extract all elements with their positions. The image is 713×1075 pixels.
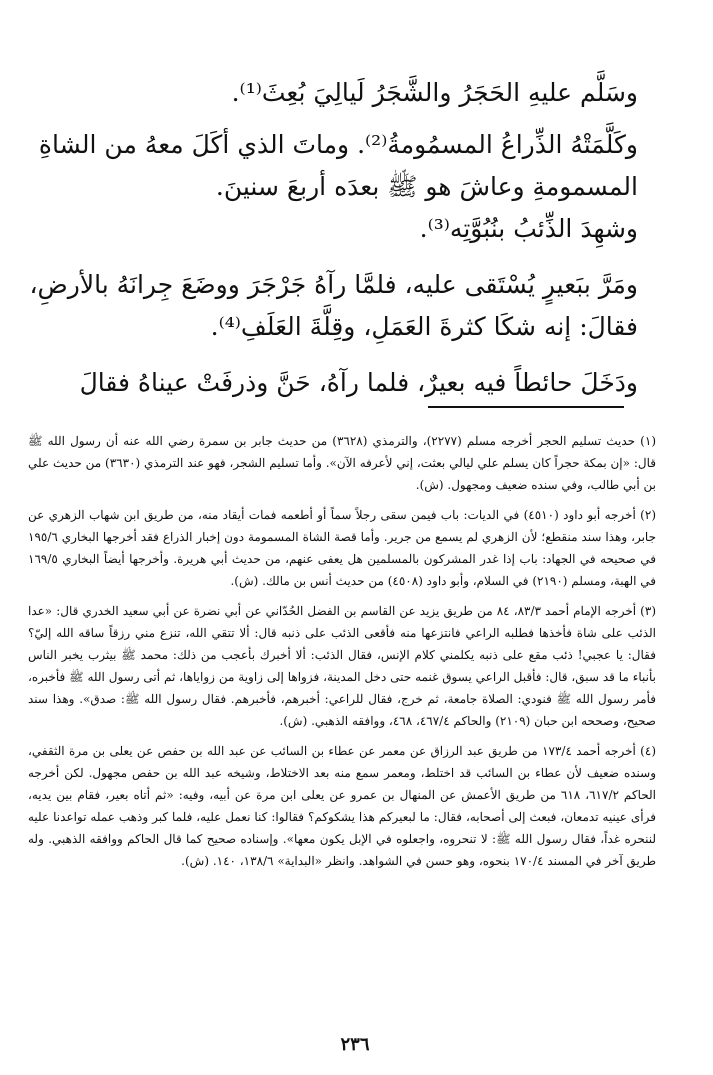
main-line: ومَرَّ ببَعيرٍ يُسْتَقى عليه، فلمَّا رآهُ جَرْجَرَ ووضَعَ جِرانَهُ بالأرضِ، <box>29 270 638 299</box>
page-number: ٢٣٦ <box>340 1034 370 1055</box>
footnote: (٣) أخرجه الإمام أحمد ٨٣/٣، ٨٤ من طريق يزيد عن القاسم بن الفضل الحُدّاني عن أبي نضرة عن أبي سعيد الخدري قال: «عدا الذئب على شاة فأخذها فطلبه الراعي فانتزعها منه فأقعى الذئب على ذنبه قال: ألا تتقي الله، تنزع مني رزقاً ساقه الله إليّ؟ فقال: يا عجبي! ذئب مقع على ذنبه يكلمني كلام الإنس، فقال الذئب: ألا أخبرك بأعجب من ذلك: محمد ﷺ بيثرب يخبر الناس بأنباء ما قد سبق، قال: فأقبل الراعي يسوق غنمه حتى دخل المدينة، فزواها إلى زاوية من زواياها، ثم أتى رسول الله ﷺ فأخبره، فأمر رسول الله ﷺ فنودي: الصلاة جامعة، ثم خرج، فقال للراعي: أخبرهم، فأخبرهم. فقال رسول الله ﷺ: صدق». وهذا سند صحيح، وصححه ابن حبان (٢١٠٩) والحاكم ٤٦٧/٤، ٤٦٨، ووافقه الذهبي. (ش). <box>28 604 657 728</box>
main-line: وسَلَّم عليهِ الحَجَرُ والشَّجَرُ لَيالِيَ بُعِثَ⁽¹⁾. <box>231 78 638 107</box>
main-line: وشهِدَ الذِّئبُ بنُبُوَّتِه⁽³⁾. <box>419 214 638 243</box>
main-line: ودَخَلَ حائطاً فيه بعيرٌ، فلما رآهُ، حَنَّ وذرفَتْ عيناهُ فقالَ <box>79 368 638 397</box>
footnotes-block <box>28 430 656 880</box>
footnote: (٤) أخرجه أحمد ١٧٣/٤ من طريق عبد الرزاق عن معمر عن عطاء بن السائب عن عبد الله بن حفص عن يعلى بن مرة الثقفي، وسنده ضعيف لأن عطاء بن السائب قد اختلط، ومعمر سمع منه بعد الاختلاط، وشيخه عبد الله بن حفص مجهول. لكن أخرجه الحاكم ٦١٧/٢، ٦١٨ من طريق الأعمش عن المنهال بن عمرو عن يعلى ابن مرة عن أبيه، وفيه: «ثم أتاه بعير، فقام بين يديه، فرأى عينيه تدمعان، فبعث إلى أصحابه، فقال: ما لبعيركم هذا يشكوكم؟ فقالوا: كنا نعمل عليه، فلما كبر وذهب عمله تواعدنا عليه لننحره غداً، فقال رسول الله ﷺ: لا تنحروه، واجعلوه في الإبل يكون معها». وإسناده صحيح كما قال الحاكم ووافقه الذهبي. وله طريق آخر في المسند ١٧٠/٤ بنحوه، وهو حسن في الشواهد. وانظر «البداية» ١٣٨/٦، ١٤٠. (ش). <box>28 744 657 868</box>
footnote-divider <box>428 406 624 408</box>
footnote: (١) حديث تسليم الحجر أخرجه مسلم (٢٢٧٧)، والترمذي (٣٦٢٨) من حديث جابر بن سمرة رضي الله عنه أن رسول الله ﷺ قال: «إن بمكة حجراً كان يسلم علي ليالي بعثت، إني لأعرفه الآن». وأما تسليم الشجر، فهو عند الترمذي (٣٦٣٠) من حديث علي بن أبي طالب، وفي سنده ضعيف ومجهول. (ش). <box>28 434 656 492</box>
main-text-block <box>29 72 638 404</box>
main-line: وكَلَّمَتْهُ الذِّراعُ المسمُومةُ⁽²⁾. وماتَ الذي أكَلَ معهُ من الشاةِ <box>38 130 638 159</box>
footnote: (٢) أخرجه أبو داود (٤٥١٠) في الديات: باب فيمن سقى رجلاً سماً أو أطعمه فمات أيقاد منه، من طريق ابن شهاب الزهري عن جابر، وهذا سند منقطع؛ لأن الزهري لم يسمع من جرير. وأما قصة الشاة المسمومة دون إخبار الذراع فقد أخرجها البخاري ١٩٥/٦ في صحيحه في الجهاد: باب إذا غدر المشركون بالمسلمين هل يعفى عنهم، من حديث أبي هريرة. وأخرجها أيضاً البخاري ١٦٩/٥ في الهبة، ومسلم (٢١٩٠) في السلام، وأبو داود (٤٥٠٨) من حديث أنس بن مالك. (ش). <box>28 508 656 588</box>
main-line: المسمومةِ وعاشَ هو ﷺ بعدَه أربعَ سنينَ. <box>215 172 638 201</box>
main-line: فقالَ: إنه شكَا كثرةَ العَمَلِ، وقِلَّةَ العَلَفِ⁽⁴⁾. <box>210 312 638 341</box>
